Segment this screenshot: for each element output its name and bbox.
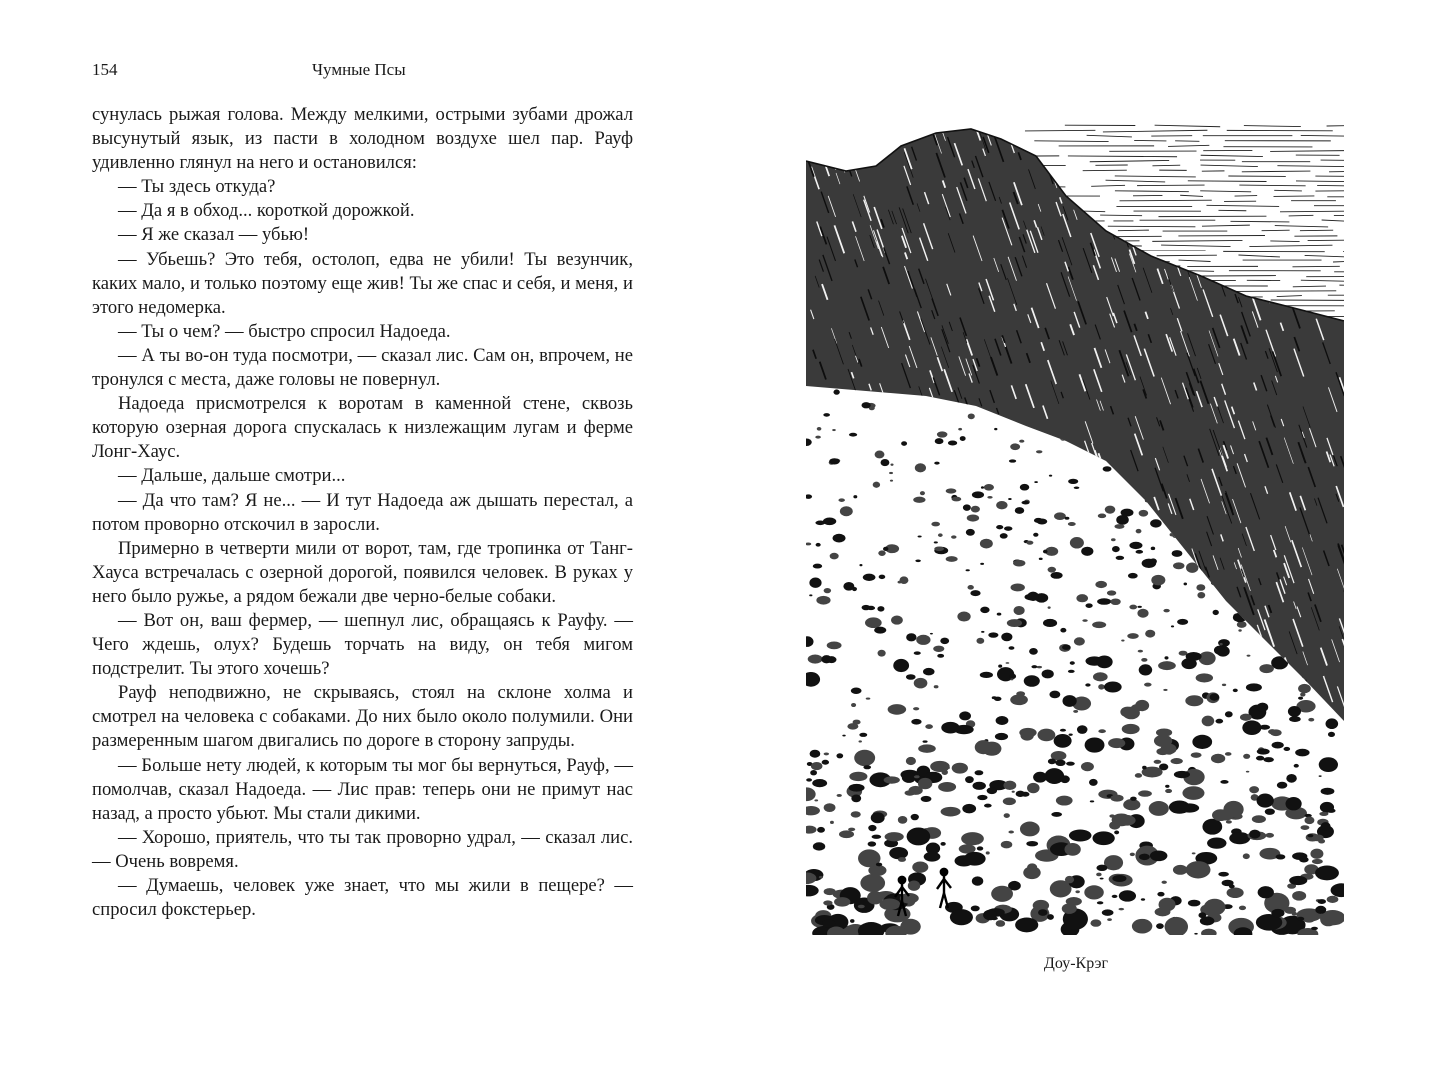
paragraph: — Я же сказал — убью! [118, 224, 310, 246]
paragraph: сунулась рыжая голова. Между мелкими, острыми зубами дрожал высунутый язык, из пасти в холодном воздухе шел пар. Рауф удивленно глянул на него и остановился: [92, 104, 633, 174]
paragraph: — Думаешь, человек уже знает, что мы жили в пещере? — спросил фокстерьер. [92, 875, 633, 921]
paragraph: — Дальше, дальше смотри... [118, 465, 346, 487]
paragraph: — Ты здесь откуда? [118, 176, 276, 198]
running-title: Чумные Псы [312, 60, 406, 79]
mountain-illustration [806, 121, 1344, 935]
paragraph: — Больше нету людей, к которым ты мог бы вернуться, Рауф, — помолчав, сказал Надоеда. — Лис прав: теперь они не примут нас назад, а просто убьют. Мы стали дикими. [92, 754, 633, 824]
paragraph: — А ты во-он туда посмотри, — сказал лис. Сам он, впрочем, не тронулся с места, даже головы не повернул. [92, 344, 633, 391]
body-text [92, 103, 633, 922]
paragraph: Надоеда присмотрелся к воротам в каменной стене, сквозь которую озерная дорога спускалась к низлежащим лугам и ферме Лонг-Хаус. [92, 393, 633, 463]
mountain-engraving [806, 121, 1344, 935]
paragraph: Примерно в четверти мили от ворот, там, где тропинка от Танг-Хауса встречалась с озерной дорогой, появился человек. В руках у него было ружье, а рядом бежали две черно-белые собаки. [92, 537, 633, 607]
paragraph: Рауф неподвижно, не скрываясь, стоял на склоне холма и смотрел на человека с собаками. До них было около полумили. Они размеренным шагом двигались по дороге в сторону запруды. [92, 682, 633, 752]
paragraph: — Хорошо, приятель, что ты так проворно удрал, — сказал лис. — Очень вовремя. [92, 826, 633, 872]
left-page [92, 0, 633, 1080]
paragraph: — Убьешь? Это тебя, остолоп, едва не убили! Ты везунчик, каких мало, и только поэтому еще жив! Ты же спас и себя, и меня, и этого недомерка. [92, 248, 633, 318]
running-head [92, 60, 633, 86]
paragraph: — Вот он, ваш фермер, — шепнул лис, обращаясь к Рауфу. — Чего ждешь, олух? Будешь торчать на виду, он тебя мигом подстрелит. Ты этого хочешь? [92, 609, 633, 680]
paragraph: — Да что там? Я не... — И тут Надоеда аж дышать перестал, а потом проворно отскочил в заросли. [92, 489, 633, 535]
right-page [806, 0, 1346, 1080]
paragraph: — Ты о чем? — быстро спросил Надоеда. [118, 320, 451, 342]
page-number: 154 [92, 60, 118, 79]
paragraph: — Да я в обход... короткой дорожкой. [118, 200, 415, 222]
illustration-caption: Доу-Крэг [1043, 955, 1109, 972]
